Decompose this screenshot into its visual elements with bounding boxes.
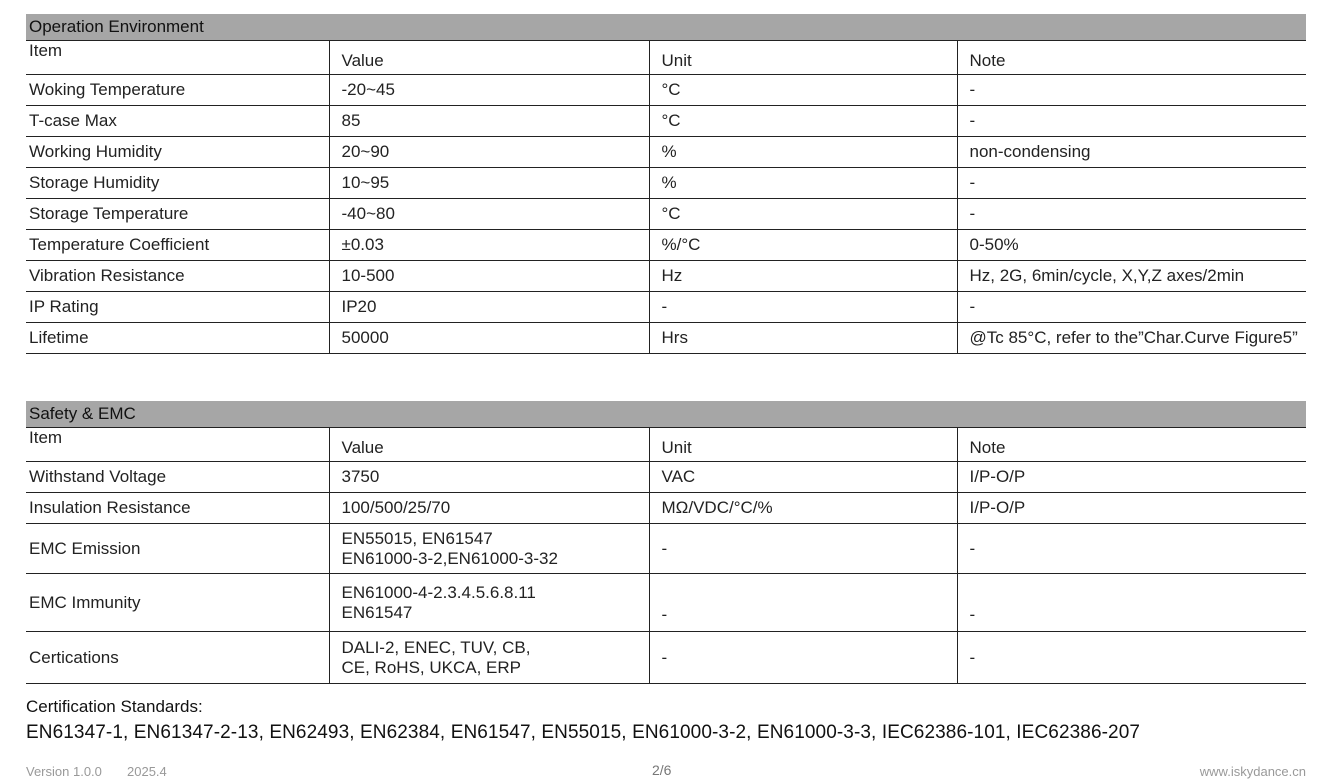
value-line: EN61000-4-2.3.4.5.6.8.11 bbox=[341, 582, 536, 602]
table-row bbox=[26, 323, 1306, 354]
col-header-value: Value bbox=[329, 428, 649, 462]
col-header-item: Item bbox=[26, 41, 329, 75]
cell-value bbox=[329, 574, 649, 632]
cell-note: - bbox=[957, 632, 1306, 684]
cell-value: 85 bbox=[329, 106, 649, 137]
cell-value: 3750 bbox=[329, 462, 649, 493]
safety-emc-table bbox=[26, 401, 1306, 684]
table-row bbox=[26, 75, 1306, 106]
cell-unit: MΩ/VDC/°C/% bbox=[649, 493, 957, 524]
col-header-note: Note bbox=[957, 41, 1306, 75]
cell-note: - bbox=[957, 75, 1306, 106]
value-line: EN61547 bbox=[341, 602, 413, 622]
table-row bbox=[26, 230, 1306, 261]
cell-unit: Hrs bbox=[649, 323, 957, 354]
section-title: Safety & EMC bbox=[26, 401, 1306, 428]
certification-standards-list: EN61347-1, EN61347-2-13, EN62493, EN62384, EN61547, EN55015, EN61000-3-2, EN61000-3-3, IEC62386-101, IEC62386-207 bbox=[26, 722, 1141, 743]
cell-unit: VAC bbox=[649, 462, 957, 493]
cell-note: I/P-O/P bbox=[957, 462, 1306, 493]
table-row bbox=[26, 199, 1306, 230]
column-header-row bbox=[26, 41, 1306, 75]
value-line: DALI-2, ENEC, TUV, CB, bbox=[341, 637, 531, 657]
cell-note: Hz, 2G, 6min/cycle, X,Y,Z axes/2min bbox=[957, 261, 1306, 292]
cell-note: - bbox=[957, 199, 1306, 230]
column-header-row bbox=[26, 428, 1306, 462]
cell-unit: % bbox=[649, 137, 957, 168]
col-header-value: Value bbox=[329, 41, 649, 75]
cell-item: Withstand Voltage bbox=[26, 462, 329, 493]
cell-value: 100/500/25/70 bbox=[329, 493, 649, 524]
table-row bbox=[26, 261, 1306, 292]
page-number: 2/6 bbox=[652, 762, 672, 778]
cell-item: Insulation Resistance bbox=[26, 493, 329, 524]
cell-value bbox=[329, 632, 649, 684]
table-row bbox=[26, 168, 1306, 199]
cell-note: - bbox=[957, 574, 1306, 632]
operation-environment-table bbox=[26, 14, 1306, 354]
cell-item: Woking Temperature bbox=[26, 75, 329, 106]
col-header-unit: Unit bbox=[649, 41, 957, 75]
cell-unit: - bbox=[649, 292, 957, 323]
cell-item: Certications bbox=[26, 632, 329, 684]
cell-value: 10~95 bbox=[329, 168, 649, 199]
table-row bbox=[26, 292, 1306, 323]
cell-note: 0-50% bbox=[957, 230, 1306, 261]
cell-unit: - bbox=[649, 524, 957, 574]
cell-note: - bbox=[957, 524, 1306, 574]
table-row bbox=[26, 462, 1306, 493]
cell-unit: °C bbox=[649, 106, 957, 137]
cell-value bbox=[329, 524, 649, 574]
cell-note: - bbox=[957, 106, 1306, 137]
cell-item: Temperature Coefficient bbox=[26, 230, 329, 261]
cell-item: Storage Temperature bbox=[26, 199, 329, 230]
section-header-row bbox=[26, 14, 1306, 41]
cell-note: @Tc 85°C, refer to the”Char.Curve Figure5” bbox=[957, 323, 1306, 354]
cell-item: Storage Humidity bbox=[26, 168, 329, 199]
cell-unit: °C bbox=[649, 75, 957, 106]
cell-note: - bbox=[957, 168, 1306, 199]
footer-version: Version 1.0.0 bbox=[26, 764, 102, 779]
cell-unit: - bbox=[649, 574, 957, 632]
section-header-row bbox=[26, 401, 1306, 428]
cell-note: non-condensing bbox=[957, 137, 1306, 168]
table-row bbox=[26, 137, 1306, 168]
cell-unit: °C bbox=[649, 199, 957, 230]
table-row bbox=[26, 493, 1306, 524]
value-line: EN55015, EN61547 bbox=[341, 528, 493, 548]
cell-item: Lifetime bbox=[26, 323, 329, 354]
table-row bbox=[26, 632, 1306, 684]
cell-value: -40~80 bbox=[329, 199, 649, 230]
cell-item: IP Rating bbox=[26, 292, 329, 323]
value-line: CE, RoHS, UKCA, ERP bbox=[341, 657, 521, 677]
footer-date: 2025.4 bbox=[127, 764, 167, 779]
section-title: Operation Environment bbox=[26, 14, 1306, 41]
cell-unit: Hz bbox=[649, 261, 957, 292]
cell-value: -20~45 bbox=[329, 75, 649, 106]
table-row bbox=[26, 106, 1306, 137]
cell-value: 50000 bbox=[329, 323, 649, 354]
cell-value: ±0.03 bbox=[329, 230, 649, 261]
table-row bbox=[26, 574, 1306, 632]
cell-value: 20~90 bbox=[329, 137, 649, 168]
cell-item: EMC Emission bbox=[26, 524, 329, 574]
col-header-item: Item bbox=[26, 428, 329, 462]
cell-note: - bbox=[957, 292, 1306, 323]
table-row bbox=[26, 524, 1306, 574]
cell-item: T-case Max bbox=[26, 106, 329, 137]
cell-unit: - bbox=[649, 632, 957, 684]
cell-value: IP20 bbox=[329, 292, 649, 323]
cell-note: I/P-O/P bbox=[957, 493, 1306, 524]
value-line: EN61000-3-2,EN61000-3-32 bbox=[341, 548, 558, 568]
col-header-note: Note bbox=[957, 428, 1306, 462]
footer-website-link[interactable]: www.iskydance.cn bbox=[1199, 764, 1306, 779]
cell-item: Working Humidity bbox=[26, 137, 329, 168]
col-header-unit: Unit bbox=[649, 428, 957, 462]
cell-unit: %/°C bbox=[649, 230, 957, 261]
cell-value: 10-500 bbox=[329, 261, 649, 292]
certification-standards-title: Certification Standards: bbox=[26, 697, 203, 716]
cell-item: Vibration Resistance bbox=[26, 261, 329, 292]
cell-item: EMC Immunity bbox=[26, 574, 329, 632]
cell-unit: % bbox=[649, 168, 957, 199]
